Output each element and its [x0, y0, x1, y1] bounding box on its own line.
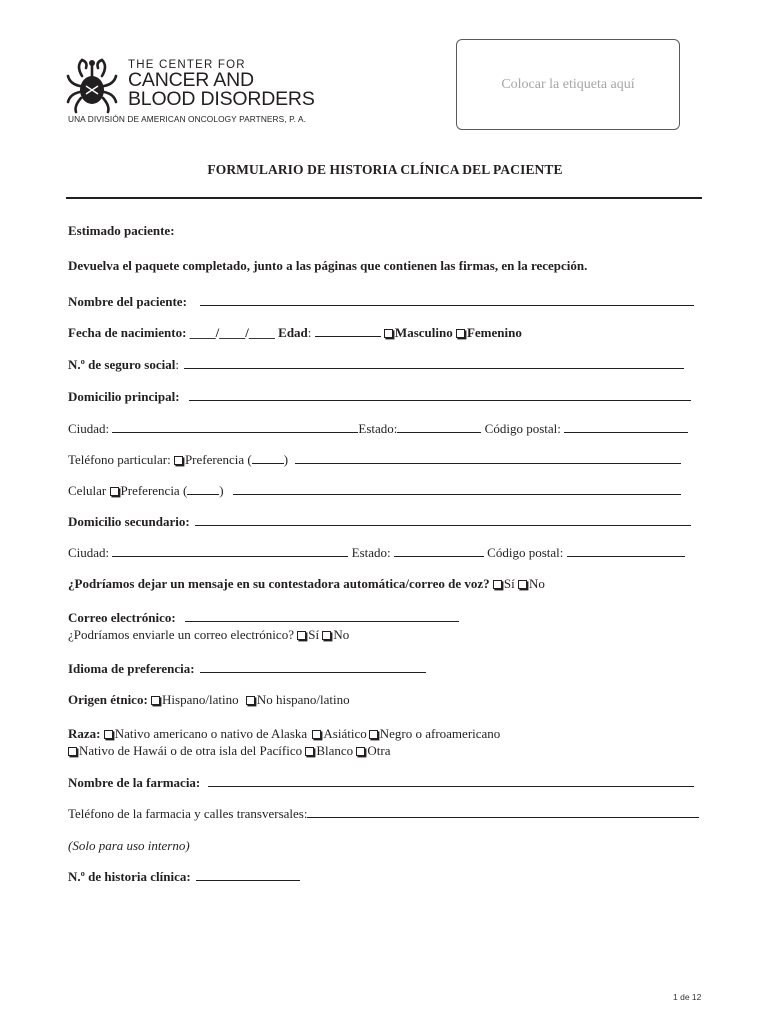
race-native-checkbox[interactable] [104, 730, 113, 739]
secondary-address-field[interactable] [195, 514, 691, 526]
primary-city-row [68, 421, 688, 437]
cell-pref-field[interactable] [187, 483, 219, 495]
email-question: ¿Podríamos enviarle un correo electrónico? [68, 627, 294, 642]
hispanic-label: Hispano/latino [162, 692, 239, 707]
patient-name-row [68, 294, 694, 310]
page-number: 1 de 12 [673, 992, 702, 1002]
non-hispanic-label: No hispano/latino [256, 692, 350, 707]
email-yes-checkbox[interactable] [297, 631, 306, 640]
female-label: Femenino [466, 325, 522, 340]
race-black-checkbox[interactable] [369, 730, 378, 739]
record-no-field[interactable] [196, 869, 300, 881]
race-other-checkbox[interactable] [356, 747, 365, 756]
dob-field[interactable]: ____/____/____ [189, 325, 275, 340]
internal-use-note: (Solo para uso interno) [68, 838, 190, 853]
title-divider [66, 197, 702, 199]
email-question-row [68, 627, 349, 643]
pref-close-paren-2: ) [219, 483, 224, 498]
secondary-city-label: Ciudad: [68, 545, 110, 560]
label-placeholder-box [456, 39, 680, 130]
greeting-row [68, 223, 175, 239]
secondary-city-row [68, 545, 685, 561]
email-label: Correo electrónico: [68, 610, 176, 625]
email-yes-label: Sí [308, 627, 320, 642]
ethnic-row [68, 692, 350, 708]
dob-row: Fecha de nacimiento: ____/____/____ Edad: Masculino Femenino [68, 325, 522, 340]
race-other-label: Otra [367, 743, 391, 758]
pref-close-paren: ) [283, 452, 289, 467]
logo-line1: THE CENTER FOR [128, 59, 246, 71]
home-phone-pref-checkbox[interactable] [174, 456, 183, 465]
race-asian-checkbox[interactable] [312, 730, 321, 739]
label-placeholder-text: Colocar la etiqueta aquí [501, 76, 635, 92]
male-label: Masculino [394, 325, 453, 340]
race-white-checkbox[interactable] [305, 747, 314, 756]
instructions-row [68, 258, 587, 274]
race-hawaiian-label: Nativo de Hawái o de otra isla del Pacífico [79, 743, 303, 758]
language-label: Idioma de preferencia: [68, 661, 195, 676]
secondary-zip-label: Código postal: [487, 545, 564, 560]
email-no-checkbox[interactable] [322, 631, 331, 640]
logo-line2: CANCER AND [128, 69, 254, 91]
primary-zip-label: Código postal: [484, 421, 561, 436]
dob-label: Fecha de nacimiento: [68, 325, 187, 340]
language-field[interactable] [200, 661, 426, 673]
primary-state-label: Estado: [358, 421, 398, 436]
pharmacy-label: Nombre de la farmacia: [68, 775, 201, 790]
non-hispanic-checkbox[interactable] [246, 696, 255, 705]
cell-label: Celular [68, 483, 107, 498]
secondary-city-field[interactable] [112, 545, 348, 557]
pharmacy-row [68, 775, 694, 791]
ssn-field[interactable] [184, 357, 684, 369]
voicemail-no-label: No [528, 576, 545, 591]
patient-name-field[interactable] [200, 294, 694, 306]
race-hawaiian-checkbox[interactable] [68, 747, 77, 756]
female-checkbox[interactable] [456, 329, 465, 338]
pharmacy-phone-field[interactable] [307, 806, 699, 818]
race-native-label: Nativo americano o nativo de Alaska [114, 726, 308, 741]
cell-phone-field[interactable] [233, 483, 681, 495]
cell-pref-checkbox[interactable] [110, 487, 119, 496]
primary-address-field[interactable] [189, 389, 691, 401]
form-title: FORMULARIO DE HISTORIA CLÍNICA DEL PACIENTE [207, 162, 563, 177]
home-phone-field[interactable] [295, 452, 681, 464]
cell-row [68, 483, 681, 499]
pharmacy-phone-row [68, 806, 699, 822]
secondary-state-label: Estado: [351, 545, 391, 560]
ssn-label: N.º de seguro social [68, 357, 176, 372]
primary-address-label: Domicilio principal: [68, 389, 180, 404]
secondary-zip-field[interactable] [567, 545, 685, 557]
hispanic-checkbox[interactable] [151, 696, 160, 705]
logo-line3: BLOOD DISORDERS [128, 88, 315, 110]
email-row [68, 610, 459, 626]
greeting: Estimado paciente: [68, 223, 175, 238]
internal-use-row [68, 838, 190, 854]
voicemail-no-checkbox[interactable] [518, 580, 527, 589]
race-asian-label: Asiático [323, 726, 367, 741]
race-row-1 [68, 726, 500, 742]
voicemail-yes-checkbox[interactable] [493, 580, 502, 589]
race-black-label: Negro o afroamericano [379, 726, 501, 741]
record-no-label: N.º de historia clínica: [68, 869, 191, 884]
cell-pref-label: Preferencia ( [120, 483, 188, 498]
pharmacy-phone-label: Teléfono de la farmacia y calles transversales: [68, 806, 308, 821]
age-field[interactable] [315, 325, 381, 337]
primary-city-field[interactable] [112, 421, 358, 433]
home-phone-pref-label: Preferencia ( [184, 452, 252, 467]
logo-subtitle: UNA DIVISIÓN DE AMERICAN ONCOLOGY PARTNERS, P. A. [68, 114, 307, 124]
instructions: Devuelva el paquete completado, junto a las páginas que contienen las firmas, en la recepción. [68, 258, 588, 273]
home-phone-pref-field[interactable] [252, 452, 284, 464]
age-label: Edad [278, 325, 308, 340]
secondary-state-field[interactable] [394, 545, 484, 557]
race-white-label: Blanco [316, 743, 354, 758]
voicemail-question: ¿Podríamos dejar un mensaje en su contestadora automática/correo de voz? [68, 576, 490, 591]
ethnic-label: Origen étnico: [68, 692, 148, 707]
primary-city-label: Ciudad: [68, 421, 110, 436]
crab-logo-icon [66, 56, 120, 114]
home-phone-label: Teléfono particular: [68, 452, 171, 467]
record-no-row [68, 869, 300, 885]
patient-name-label: Nombre del paciente: [68, 294, 187, 309]
email-no-label: No [333, 627, 350, 642]
secondary-address-row [68, 514, 691, 530]
secondary-address-label: Domicilio secundario: [68, 514, 190, 529]
pharmacy-field[interactable] [208, 775, 694, 787]
race-label: Raza: [68, 726, 101, 741]
language-row [68, 661, 426, 677]
email-field[interactable] [185, 610, 459, 622]
voicemail-yes-label: Sí [503, 576, 515, 591]
primary-zip-field[interactable] [564, 421, 688, 433]
voicemail-row [68, 576, 545, 592]
male-checkbox[interactable] [384, 329, 393, 338]
primary-address-row [68, 389, 691, 405]
home-phone-row [68, 452, 681, 468]
ssn-row: N.º de seguro social: [68, 357, 684, 373]
primary-state-field[interactable] [397, 421, 481, 433]
race-row-2 [68, 743, 391, 759]
logo [66, 56, 326, 126]
